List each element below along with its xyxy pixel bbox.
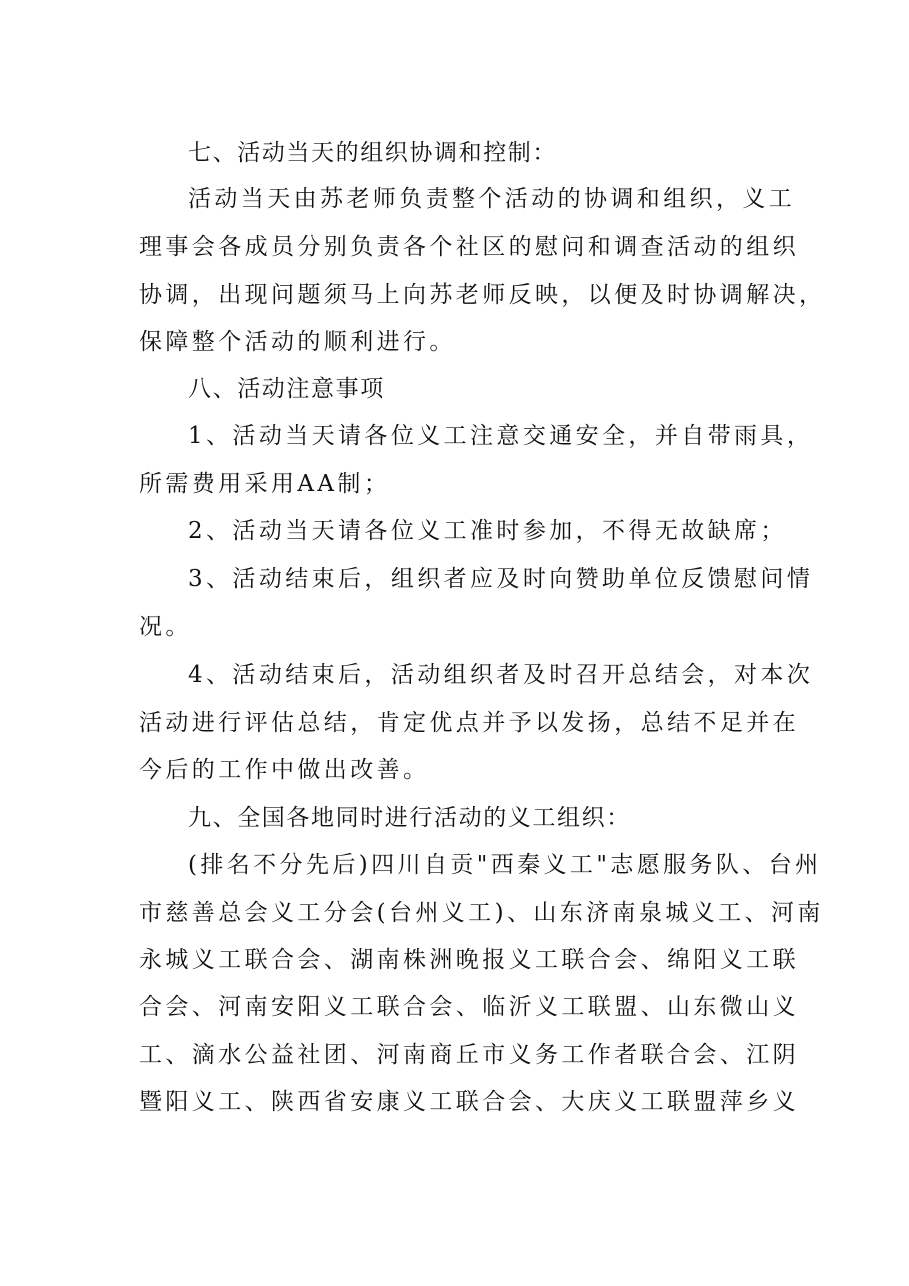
section-9-line-3: 永城义工联合会、湖南株洲晚报义工联合会、绵阳义工联 <box>139 947 799 973</box>
section-8-item-1-line-2: 所需费用采用AA制； <box>139 471 391 497</box>
section-9-line-1: (排名不分先后)四川自贡"西秦义工"志愿服务队、台州 <box>188 852 822 878</box>
section-7-line-3: 协调，出现问题须马上向苏老师反映，以便及时协调解决， <box>139 282 826 308</box>
section-9-line-5: 工、滴水公益社团、河南商丘市义务工作者联合会、江阴 <box>139 1042 799 1068</box>
section-9-heading: 九、全国各地同时进行活动的义工组织： <box>188 805 631 831</box>
section-8-item-1-line-1: 1、活动当天请各位义工注意交通安全，并自带雨具， <box>188 423 814 449</box>
section-9-line-4: 合会、河南安阳义工联合会、临沂义工联盟、山东微山义 <box>139 994 799 1020</box>
section-8-item-4-line-1: 4、活动结束后，活动组织者及时召开总结会，对本次 <box>188 662 814 688</box>
section-7-line-2: 理事会各成员分别负责各个社区的慰问和调查活动的组织 <box>139 234 799 260</box>
section-8-item-3-line-1: 3、活动结束后，组织者应及时向赞助单位反馈慰问情 <box>188 566 814 592</box>
section-7-heading: 七、活动当天的组织协调和控制： <box>188 140 557 166</box>
section-8-item-2: 2、活动当天请各位义工准时参加，不得无故缺席； <box>188 518 787 544</box>
section-7-line-1: 活动当天由苏老师负责整个活动的协调和组织，义工 <box>188 186 796 212</box>
section-7-line-4: 保障整个活动的顺利进行。 <box>139 329 456 355</box>
section-8-item-4-line-3: 今后的工作中做出改善。 <box>139 757 430 783</box>
section-8-item-3-line-2: 况。 <box>139 614 192 640</box>
section-9-line-2: 市慈善总会义工分会(台州义工)、山东济南泉城义工、河南 <box>139 900 824 926</box>
section-9-line-6: 暨阳义工、陕西省安康义工联合会、大庆义工联盟萍乡义 <box>139 1089 799 1115</box>
section-8-heading: 八、活动注意事项 <box>188 376 385 402</box>
section-8-item-4-line-2: 活动进行评估总结，肯定优点并予以发扬，总结不足并在 <box>139 710 799 736</box>
